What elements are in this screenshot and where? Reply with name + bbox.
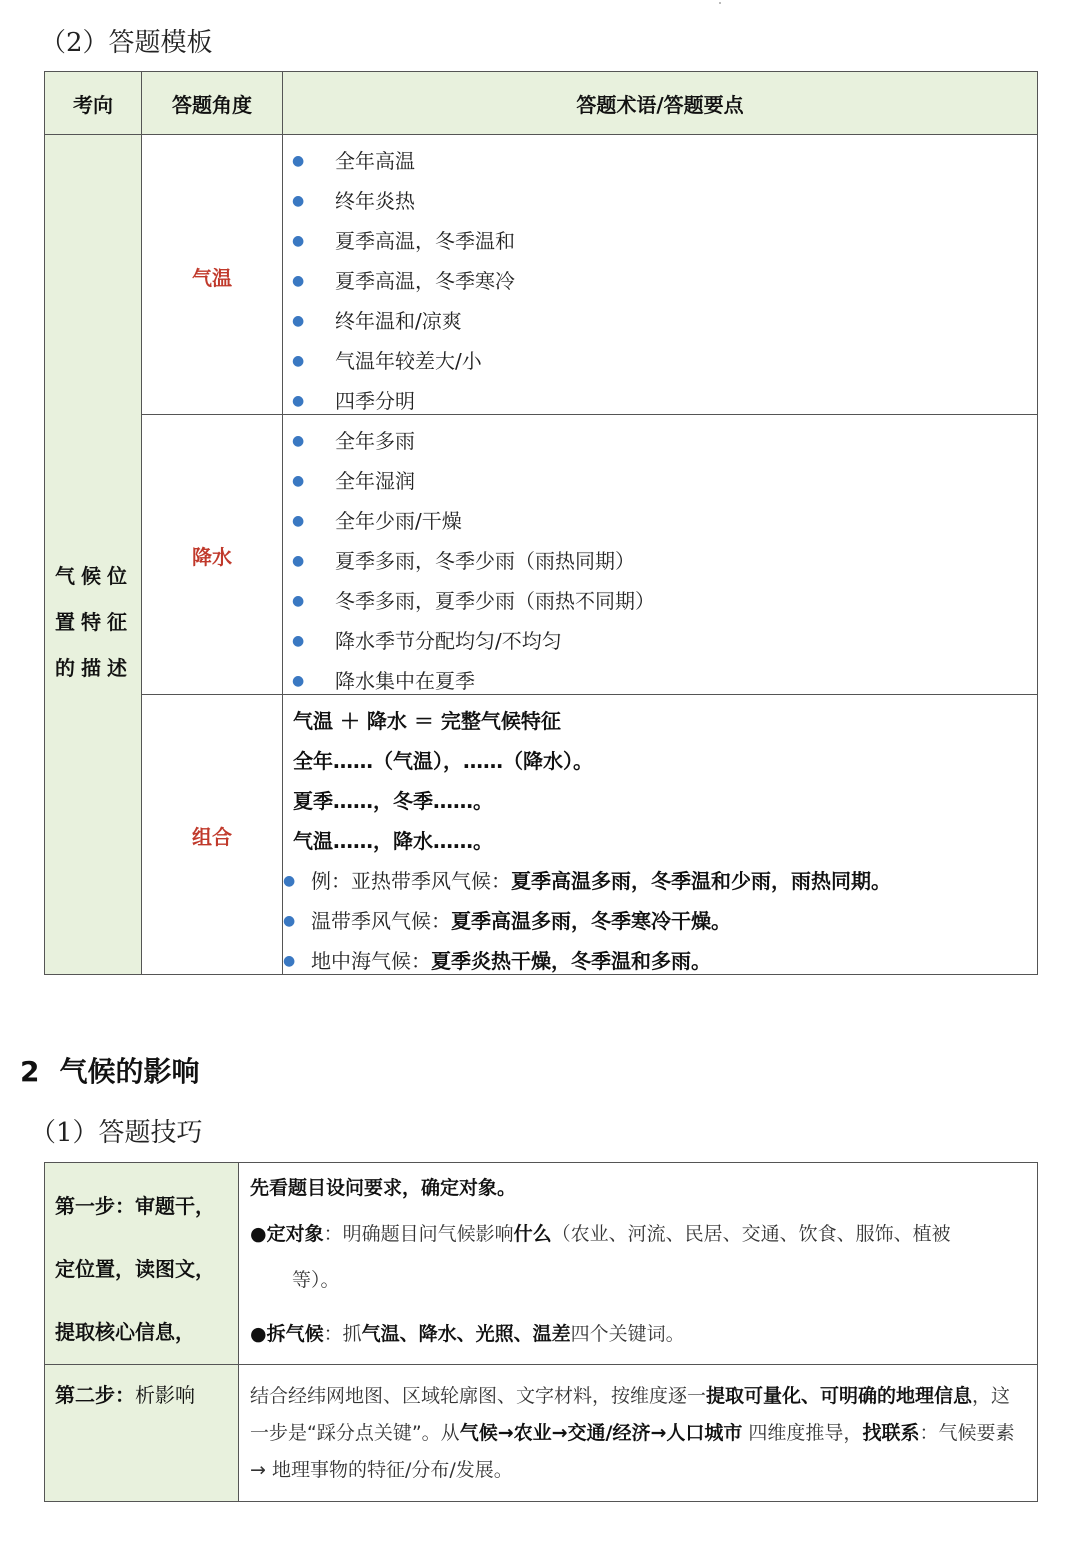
direction-cell — [45, 135, 141, 974]
bullet-split-climate: ●拆气候：抓气温、降水、光照、温差四个关键词。 — [250, 1323, 685, 1345]
list-item: ● 降水季节分配均匀/不均匀 — [283, 621, 1037, 661]
list-item: ● 降水集中在夏季 — [283, 661, 1037, 701]
list-item: ● 冬季多雨，夏季少雨（雨热不同期） — [283, 581, 1037, 621]
bullet-icon: ● — [292, 193, 305, 209]
scan-dot — [719, 2, 721, 4]
list-item: ● 夏季多雨，冬季少雨（雨热同期） — [283, 541, 1037, 581]
list-item: ● 气温年较差大/小 — [283, 341, 1037, 381]
step2-label: 第二步：析影响 — [55, 1383, 195, 1407]
section-title-text: 气候的影响 — [59, 1055, 200, 1088]
bullet-icon: ● — [283, 873, 296, 889]
bullet-icon: ● — [292, 633, 305, 649]
section-number: 2 — [20, 1055, 40, 1088]
list-item: ● 全年高温 — [283, 141, 1037, 181]
formula-line: 气温 ＋ 降水 ＝ 完整气候特征 — [293, 709, 561, 733]
list-item: ● 全年多雨 — [283, 421, 1037, 461]
list-item: ● 夏季高温，冬季寒冷 — [283, 261, 1037, 301]
list-item: ● 终年炎热 — [283, 181, 1037, 221]
bullet-icon: ● — [283, 913, 296, 929]
step1-intro: 先看题目设问要求，确定对象。 — [250, 1177, 517, 1199]
header-angle: 答题角度 — [172, 92, 252, 117]
example-item: ● 温带季风气候：夏季高温多雨，冬季寒冷干燥。 — [283, 901, 1027, 941]
column-divider — [238, 1163, 239, 1501]
direction-text: 气候位置特征的描述 — [55, 564, 133, 680]
list-item: ● 夏季高温，冬季温和 — [283, 221, 1037, 261]
bullet-icon: ● — [283, 953, 296, 969]
list-item: ● 全年少雨/干燥 — [283, 501, 1037, 541]
subheading-answer-skills: （1）答题技巧 — [30, 1118, 203, 1148]
step1-content — [250, 1171, 1025, 1357]
combination-points — [283, 701, 1027, 981]
angle-precipitation: 降水 — [192, 545, 232, 569]
bullet-icon: ● — [292, 593, 305, 609]
bullet-define-object-cont: 等）。 — [292, 1269, 340, 1291]
header-direction: 考向 — [73, 92, 113, 117]
bullet-define-object: ●定对象：明确题目问气候影响什么（农业、河流、民居、交通、饮食、服饰、植被 — [250, 1223, 951, 1245]
pattern-line: 气温……，降水……。 — [293, 829, 493, 853]
bullet-icon: ● — [292, 433, 305, 449]
bullet-icon: ● — [292, 473, 305, 489]
example-item: ● 地中海气候：夏季炎热干燥，冬季温和多雨。 — [283, 941, 1027, 981]
bullet-icon: ● — [292, 313, 305, 329]
precipitation-points — [283, 421, 1037, 701]
subheading-answer-template: （2）答题模板 — [40, 28, 213, 58]
example-item: ● 例：亚热带季风气候：夏季高温多雨，冬季温和少雨，雨热同期。 — [283, 861, 1027, 901]
row-divider — [45, 1364, 1037, 1365]
bullet-icon: ● — [292, 233, 305, 249]
angle-temperature: 气温 — [192, 266, 232, 290]
bullet-icon: ● — [292, 513, 305, 529]
bullet-icon: ● — [292, 273, 305, 289]
step1-label: 第一步：审题干， 定位置，读图文， 提取核心信息， — [55, 1194, 215, 1344]
pattern-line: 夏季……，冬季……。 — [293, 789, 493, 813]
temperature-points — [283, 141, 1037, 421]
list-item: ● 终年温和/凉爽 — [283, 301, 1037, 341]
list-item: ● 四季分明 — [283, 381, 1037, 421]
angle-combination: 组合 — [192, 825, 232, 849]
bullet-icon: ● — [292, 553, 305, 569]
header-points: 答题术语/答题要点 — [576, 92, 744, 117]
step2-content: 结合经纬网地图、区域轮廓图、文字材料，按维度逐一提取可量化、可明确的地理信息，这一步是“踩分点关键”。从气候→农业→交通/经济→人口城市 四维度推导，找联系：气候要素 → 地理事物的特征/分布/发展。 — [250, 1385, 1015, 1481]
bullet-icon: ● — [292, 393, 305, 409]
bullet-icon: ● — [292, 673, 305, 689]
answer-skills-table — [44, 1162, 1038, 1502]
pattern-line: 全年……（气温），……（降水）。 — [293, 749, 593, 773]
bullet-icon: ● — [292, 353, 305, 369]
bullet-icon: ● — [292, 153, 305, 169]
list-item: ● 全年湿润 — [283, 461, 1037, 501]
section-heading — [20, 1050, 200, 1090]
answer-template-table — [44, 71, 1038, 975]
